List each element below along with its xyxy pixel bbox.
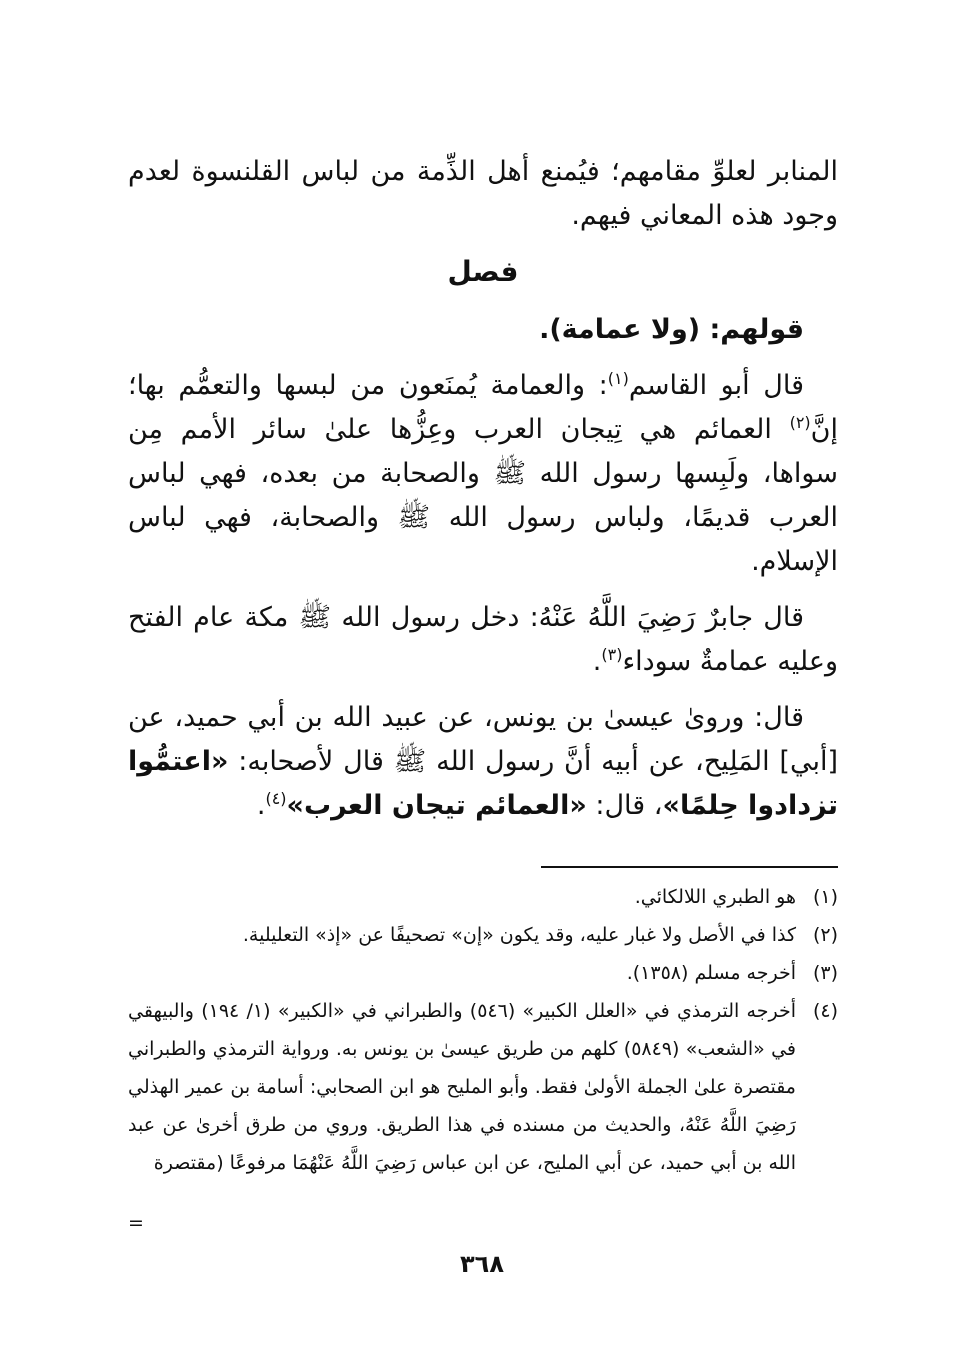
page-number: ٣٦٨ <box>460 1250 504 1278</box>
footnote-text: أخرجه مسلم (١٣٥٨). <box>626 962 796 984</box>
paragraph-5-text-a: قال: وروىٰ عيسىٰ بن يونس، عن عبيد الله بن أبي حميد، عن [أبي] المَلِيح، عن أبيه أنَّ رسول الله ﷺ قال لأصحابه: <box>128 702 838 777</box>
hadith-quote-2: «العمائم تيجان العرب» <box>286 790 587 821</box>
footnote-number: (٢) <box>812 924 838 946</box>
hadith-quote-1: «اعتمُّوا تزدادوا حِلمًا» <box>128 746 838 821</box>
footnote-text: هو الطبري اللالكائي. <box>634 886 796 908</box>
footnote-ref-3: (٣) <box>601 645 623 664</box>
paragraph-5 <box>128 696 838 828</box>
paragraph-2-text: قولهم: (ولا عمامة). <box>539 314 804 345</box>
footnote-3 <box>128 954 838 992</box>
footnotes <box>128 878 838 1182</box>
main-text <box>128 150 838 840</box>
footnote-number: (٤) <box>812 1000 838 1022</box>
footnote-ref-1: (١) <box>607 369 629 388</box>
paragraph-1 <box>128 150 838 238</box>
footnote-ref-2: (٢) <box>789 413 811 432</box>
continuation-mark: = <box>128 1212 144 1234</box>
paragraph-3-text-a: قال أبو القاسم <box>628 370 804 401</box>
paragraph-5-text-c: . <box>256 790 266 821</box>
paragraph-3 <box>128 364 838 584</box>
footnote-number: (١) <box>812 886 838 908</box>
footnote-text: كذا في الأصل ولا غبار عليه، وقد يكون «إن» تصحيفًا عن «إذ» التعليلية. <box>242 924 796 946</box>
paragraph-1-text: المنابر لعلوِّ مقامهم؛ فيُمنع أهل الذِّمة من لباس القلنسوة لعدم وجود هذه المعاني فيهم. <box>128 156 838 231</box>
footnote-ref-4: (٤) <box>265 789 287 808</box>
footnote-1 <box>128 878 838 916</box>
section-heading: فصل <box>447 255 519 288</box>
paragraph-2 <box>128 308 838 352</box>
paragraph-4-text-a: قال جابرٌ رَضِيَ اللَّهُ عَنْهُ: دخل رسول الله ﷺ مكة عام الفتح وعليه عمامةٌ سوداء <box>128 602 838 677</box>
footnote-4 <box>128 992 838 1182</box>
footnote-2 <box>128 916 838 954</box>
paragraph-3-text-c: العمائم هي تِيجان العرب وعِزُّها علىٰ سائر الأمم مِن سواها، ولَبِسها رسول الله ﷺ والصحابة من بعده، فهي لباس العرب قديمًا، ولباس رسول الله ﷺ والصحابة، فهي لباس الإسلام. <box>128 414 838 577</box>
footnote-divider <box>541 866 838 868</box>
paragraph-4 <box>128 596 838 684</box>
paragraph-4-text-b: . <box>592 646 602 677</box>
footnote-text: أخرجه الترمذي في «العلل الكبير» (٥٤٦) والطبراني في «الكبير» (١/ ١٩٤) والبيهقي في «الشعب» (٥٨٤٩) كلهم من طريق عيسىٰ بن يونس به. ورواية الترمذي والطبراني مقتصرة علىٰ الجملة الأولىٰ فقط. وأبو المليح هو ابن الصحابي: أسامة بن عمير الهذلي رَضِيَ اللَّهُ عَنْهُ، والحديث من مسنده في هذا الطريق. وروي من طرق أخرىٰ عن عبد الله بن أبي حميد، عن أبي المليح، عن ابن عباس رَضِيَ اللَّهُ عَنْهُمَا مرفوعًا (مقتصرة <box>128 1000 797 1174</box>
paragraph-5-text-b: ، قال: <box>586 790 663 821</box>
paragraph-3-text-b: : والعمامة يُمنَعون من لبسها والتعمُّم بها؛ إنَّ <box>128 370 838 445</box>
footnote-number: (٣) <box>812 962 838 984</box>
